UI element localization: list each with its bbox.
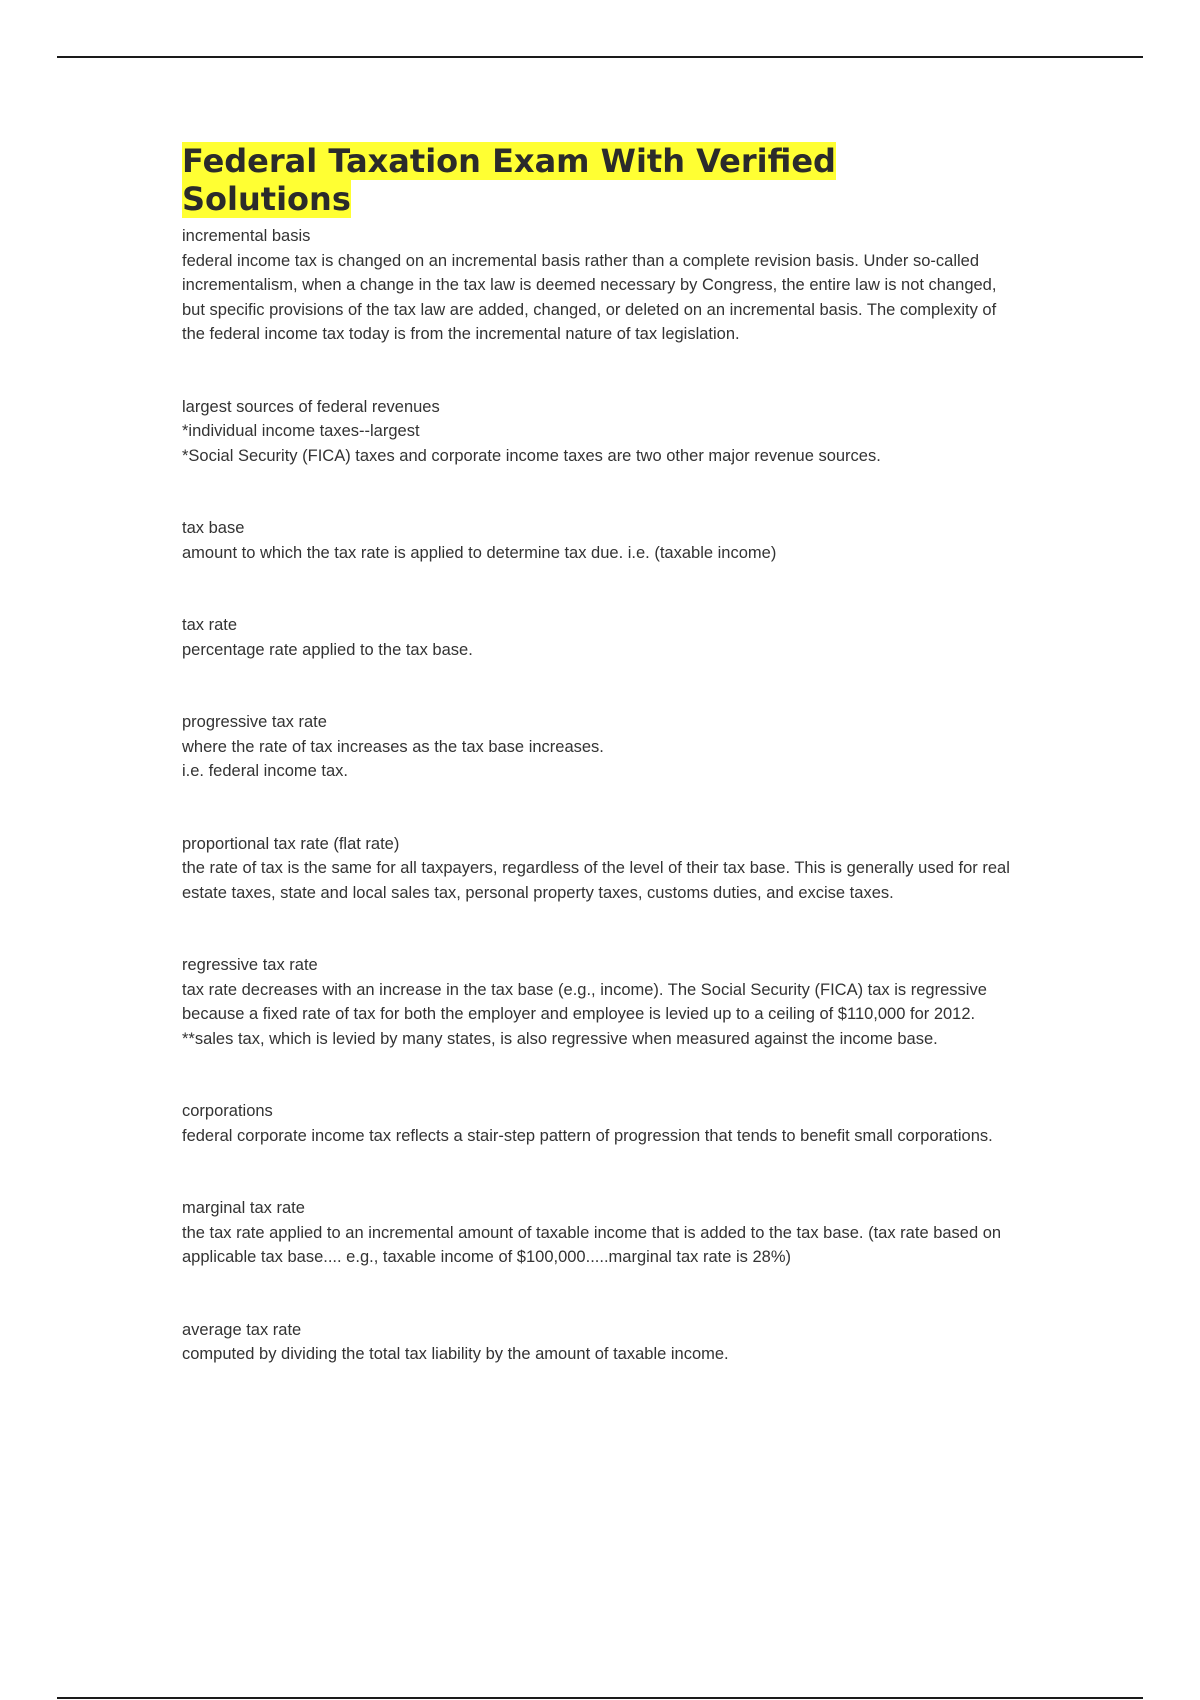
entry-incremental-basis [182,224,1012,347]
entry-average-tax-rate [182,1318,1012,1367]
document-title [182,142,1012,218]
entry-tax-base [182,516,1012,565]
entry-tax-rate [182,613,1012,662]
entry-largest-sources [182,395,1012,469]
entry-term: marginal tax rate [182,1199,305,1217]
entry-term: average tax rate [182,1320,302,1339]
entry-term: progressive tax rate [182,713,327,731]
entry-term: corporations [182,1102,273,1120]
entry-definition: i.e. federal income tax. [182,762,348,780]
entry-progressive-tax-rate [182,710,1012,784]
entry-definition: computed by dividing the total tax liability by the amount of taxable income. [182,1345,729,1363]
document-body [182,142,1012,1415]
entry-term: proportional tax rate (flat rate) [182,834,400,853]
entry-regressive-tax-rate [182,953,1012,1051]
entry-definition: federal income tax is changed on an incremental basis rather than a complete revision basis. Under so-called incrementalism, when a change in the tax law is deemed necessary by Congress, the entire law is not changed, but specific provisions of the tax law are added, changed, or deleted on an incremental basis. The complexity of the federal income tax today is from the incremental nature of tax legislation. [182,251,997,343]
entry-definition: the rate of tax is the same for all taxpayers, regardless of the level of their tax base. This is generally used for real estate taxes, state and local sales tax, personal property taxes, customs duties, and excise taxes. [182,859,1010,902]
entry-term: tax base [182,519,245,537]
title-line-2: Solutions [182,180,351,218]
entry-definition: percentage rate applied to the tax base. [182,640,473,659]
entry-definition: where the rate of tax increases as the tax base increases. [182,737,604,756]
entry-term: incremental basis [182,227,311,245]
entry-term: regressive tax rate [182,956,318,974]
entry-definition: federal corporate income tax reflects a stair-step pattern of progression that tends to benefit small corporations. [182,1126,993,1145]
header-rule [57,56,1143,58]
title-line-1: Federal Taxation Exam With Verified [182,142,836,180]
entry-proportional-tax-rate [182,832,1012,906]
entry-definition: tax rate decreases with an increase in the tax base (e.g., income). The Social Security (FICA) tax is regressive because a fixed rate of tax for both the employer and employee is levied up to a ceiling of $110,000 for 2012. [182,980,987,1023]
entry-term: tax rate [182,616,238,634]
footer-rule [57,1697,1143,1699]
entry-corporations [182,1099,1012,1148]
entry-marginal-tax-rate [182,1196,1012,1270]
entry-definition: amount to which the tax rate is applied to determine tax due. i.e. (taxable income) [182,543,777,562]
entry-definition: the tax rate applied to an incremental amount of taxable income that is added to the tax base. (tax rate based on applicable tax base.... e.g., taxable income of $100,000.....marginal tax rate is 28%) [182,1223,1002,1266]
entry-definition: *individual income taxes--largest [182,422,420,440]
entry-definition: *Social Security (FICA) taxes and corporate income taxes are two other major revenue sources. [182,446,881,465]
entry-term: largest sources of federal revenues [182,397,440,416]
entry-definition: **sales tax, which is levied by many states, is also regressive when measured against the income base. [182,1029,938,1048]
